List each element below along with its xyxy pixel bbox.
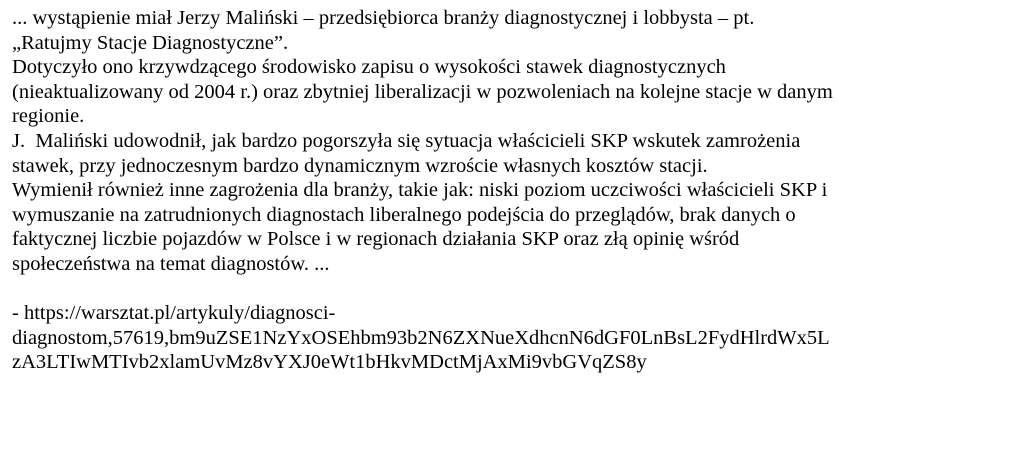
blank-line (12, 277, 1017, 302)
text-line: wymuszanie na zatrudnionych diagnostach liberalnego podejścia do przeglądów, brak danych o (12, 203, 796, 226)
paragraph-intro (12, 6, 1017, 55)
text-line: (nieaktualizowany od 2004 r.) oraz zbytniej liberalizacji w pozwoleniach na kolejne stacje w danym (12, 80, 833, 103)
text-line: J. Maliński udowodnił, jak bardzo pogorszyła się sytuacja właścicieli SKP wskutek zamrożenia (12, 129, 801, 152)
text-line: faktycznej liczbie pojazdów w Polsce i w regionach działania SKP oraz złą opinię wśród (12, 228, 740, 251)
source-link[interactable] (12, 301, 1017, 375)
text-line: „Ratujmy Stacje Diagnostyczne”. (12, 31, 289, 54)
source-link-line[interactable]: - https://warsztat.pl/artykuly/diagnosci- (12, 302, 336, 325)
text-line: regionie. (12, 105, 85, 128)
paragraph-threats (12, 178, 1017, 276)
text-line: Dotyczyło ono krzywdzącego środowisko zapisu o wysokości stawek diagnostycznych (12, 56, 726, 79)
paragraph-argument (12, 129, 1017, 178)
text-line: Wymienił również inne zagrożenia dla branży, takie jak: niski poziom uczciwości właścicieli SKP i (12, 179, 828, 202)
text-line: stawek, przy jednoczesnym bardzo dynamicznym wzroście własnych kosztów stacji. (12, 154, 708, 177)
text-line: społeczeństwa na temat diagnostów. ... (12, 252, 330, 275)
paragraph-concern (12, 55, 1017, 129)
source-link-line[interactable]: diagnostom,57619,bm9uZSE1NzYxOSEhbm93b2N6ZXNueXdhcnN6dGF0LnBsL2FydHlrdWx5L (12, 326, 830, 349)
text-line: ... wystąpienie miał Jerzy Maliński – przedsiębiorca branży diagnostycznej i lobbysta – pt. (12, 7, 755, 29)
source-link-line[interactable]: zA3LTIwMTIvb2xlamUvMz8vYXJ0eWt1bHkvMDctMjAxMi9vbGVqZS8y (12, 351, 647, 374)
document-body (12, 6, 1017, 375)
